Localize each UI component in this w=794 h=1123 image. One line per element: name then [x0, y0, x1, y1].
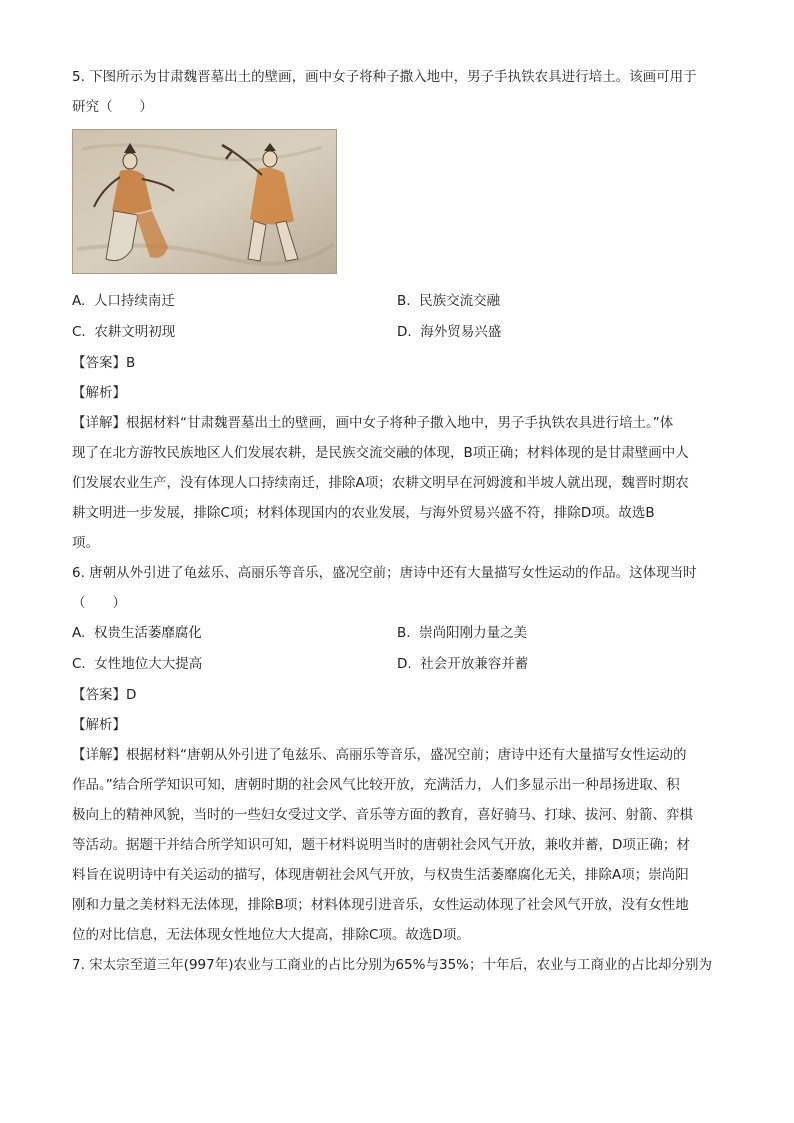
q5-detail-line: 们发展农业生产，没有体现人口持续南迁，排除A项；农耕文明早在河姆渡和半坡人就出现，魏晋时期农 — [72, 475, 689, 491]
q5-detail-line: 现了在北方游牧民族地区人们发展农耕，是民族交流交融的体现，B项正确；材料体现的是甘肃壁画中人 — [72, 445, 689, 461]
q6-stem-line2: （ ） — [72, 595, 126, 611]
q5-option-a[interactable]: A. 人口持续南迁 — [72, 293, 175, 309]
q6-options-row1 — [72, 618, 724, 649]
q5-detail-line: 项。 — [72, 535, 99, 551]
q5-detail — [72, 408, 724, 558]
q5-option-b[interactable]: B. 民族交流交融 — [397, 293, 501, 309]
q6-analysis-label: 【解析】 — [72, 717, 126, 733]
q5-detail-line: 耕文明进一步发展，排除C项；材料体现国内的农业发展，与海外贸易兴盛不符，排除D项。故选B — [72, 505, 655, 521]
mural-image — [72, 129, 337, 274]
q6-detail-line: 刚和力量之美材料无法体现，排除B项；材料体现引进音乐，女性运动体现了社会风气开放，没有女性地 — [72, 897, 689, 913]
q5-stem-line2: 研究（ ） — [72, 99, 153, 115]
q7-stem-line1: 7. 宋太宗至道三年(997年)农业与工商业的占比分别为65%与35%；十年后，农业与工商业的占比却分别为 — [72, 957, 712, 973]
q6-detail-line: 等活动。据题干并结合所学知识可知，题干材料说明当时的唐朝社会风气开放，兼收并蓄，D项正确；材 — [72, 837, 690, 853]
q5-option-d[interactable]: D. 海外贸易兴盛 — [397, 324, 502, 340]
q6-answer: 【答案】D — [72, 687, 137, 703]
q5-detail-line: 【详解】根据材料“甘肃魏晋墓出土的壁画，画中女子将种子撒入地中，男子手执铁农具进行培土。”体 — [72, 415, 674, 431]
q5-options-row1 — [72, 286, 724, 317]
q6-option-d[interactable]: D. 社会开放兼容并蓄 — [397, 656, 529, 672]
q6-detail-line: 料旨在说明诗中有关运动的描写，体现唐朝社会风气开放，与权贵生活萎靡腐化无关，排除A项；崇尚阳 — [72, 867, 689, 883]
q6-option-c[interactable]: C. 女性地位大大提高 — [72, 656, 203, 672]
q5-analysis-label: 【解析】 — [72, 385, 126, 401]
q5-answer: 【答案】B — [72, 355, 136, 371]
q6-detail-line: 极向上的精神风貌，当时的一些妇女受过文学、音乐等方面的教育，喜好骑马、打球、拔河、射箭、弈棋 — [72, 807, 693, 823]
q6-detail-line: 作品。”结合所学知识可知，唐朝时期的社会风气比较开放，充满活力，人们多显示出一种昂扬进取、积 — [72, 777, 680, 793]
q5-option-c[interactable]: C. 农耕文明初现 — [72, 324, 176, 340]
q6-detail-line: 位的对比信息，无法体现女性地位大大提高，排除C项。故选D项。 — [72, 927, 470, 943]
q6-options-row2 — [72, 649, 724, 680]
q6-stem-line1: 6. 唐朝从外引进了龟兹乐、高丽乐等音乐，盛况空前；唐诗中还有大量描写女性运动的作品。这体现当时 — [72, 565, 697, 581]
q5-options-row2 — [72, 317, 724, 348]
q6-option-a[interactable]: A. 权贵生活萎靡腐化 — [72, 625, 202, 641]
document-page — [72, 62, 724, 980]
q6-detail — [72, 740, 724, 950]
q6-option-b[interactable]: B. 崇尚阳刚力量之美 — [397, 625, 528, 641]
q6-detail-line: 【详解】根据材料“唐朝从外引进了龟兹乐、高丽乐等音乐，盛况空前；唐诗中还有大量描写女性运动的 — [72, 747, 687, 763]
q5-stem-line1: 5. 下图所示为甘肃魏晋墓出土的壁画，画中女子将种子撒入地中，男子手执铁农具进行培土。该画可用于 — [72, 69, 697, 85]
